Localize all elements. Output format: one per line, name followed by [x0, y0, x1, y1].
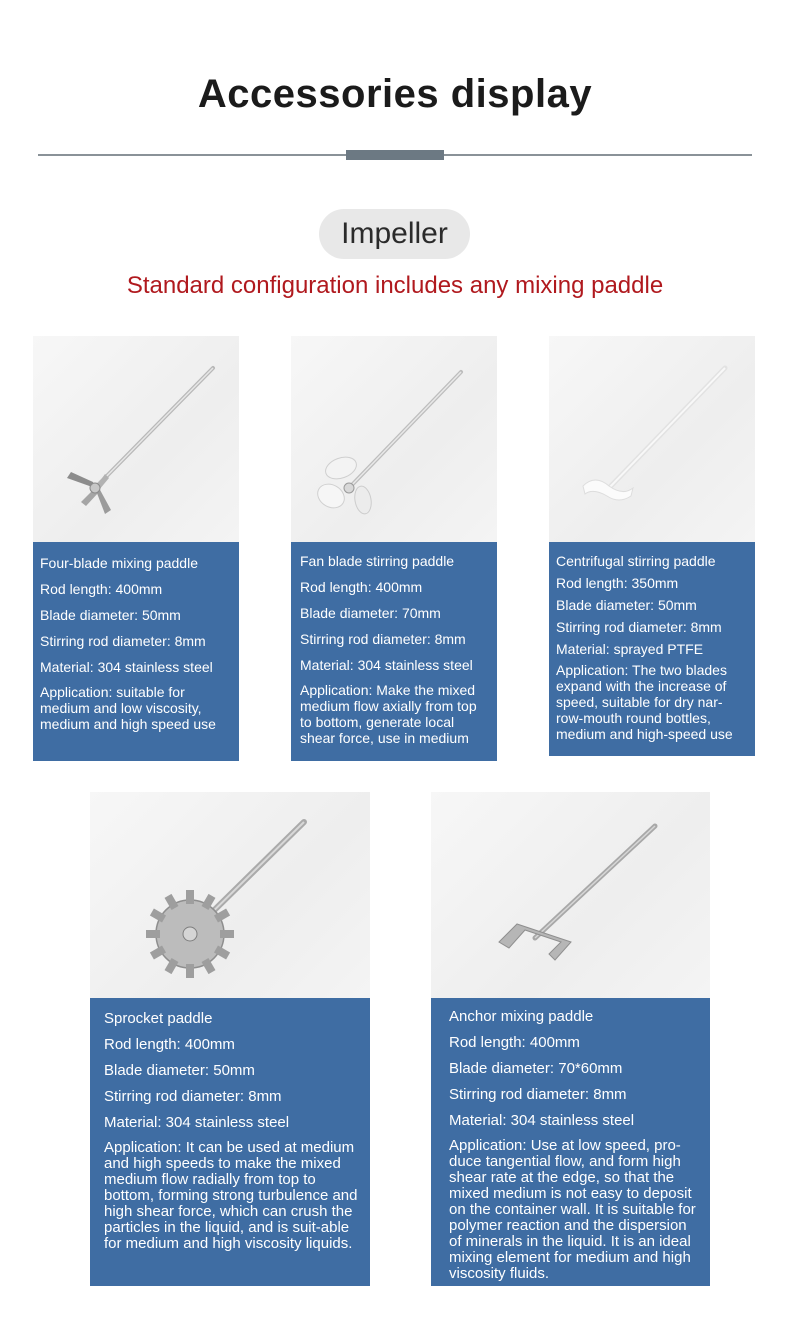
title-divider-accent — [346, 150, 444, 160]
product-photo — [33, 336, 239, 542]
rod-length: Rod length: 400mm — [449, 1034, 580, 1051]
material: Material: 304 stainless steel — [40, 659, 213, 675]
product-spec-panel — [549, 542, 755, 756]
stirring-rod-diameter: Stirring rod diameter: 8mm — [449, 1086, 627, 1103]
product-name: Sprocket paddle — [104, 1010, 213, 1027]
application: Application: The two blades expand with the increase of speed, suitable for dry nar-row-mouth round bottles, medium and high-speed use — [556, 662, 733, 742]
blade-diameter: Blade diameter: 70mm — [300, 605, 441, 621]
stirring-rod-diameter: Stirring rod diameter: 8mm — [300, 631, 466, 647]
product-card-anchor — [431, 792, 710, 1286]
material: Material: 304 stainless steel — [449, 1112, 635, 1129]
section-pill: Impeller — [319, 209, 470, 259]
blade-diameter: Blade diameter: 70*60mm — [449, 1060, 623, 1077]
blade-diameter: Blade diameter: 50mm — [40, 607, 181, 623]
rod-length: Rod length: 400mm — [300, 579, 423, 595]
product-card-centrifugal — [549, 336, 755, 756]
product-spec-panel — [90, 998, 370, 1286]
product-card-fan-blade — [291, 336, 497, 761]
product-name: Four-blade mixing paddle — [40, 555, 198, 571]
stirring-rod-diameter: Stirring rod diameter: 8mm — [40, 633, 206, 649]
product-name: Anchor mixing paddle — [449, 1008, 594, 1025]
rod-length: Rod length: 400mm — [40, 581, 163, 597]
material: Material: sprayed PTFE — [556, 641, 704, 657]
blade-diameter: Blade diameter: 50mm — [556, 597, 697, 613]
product-spec-panel — [291, 542, 497, 761]
anchor-paddle-image — [431, 792, 710, 998]
sprocket-paddle-image — [90, 792, 370, 998]
product-spec-panel — [33, 542, 239, 761]
application: Application: suitable for medium and low viscosity, medium and high speed use — [40, 684, 216, 732]
product-card-sprocket — [90, 792, 370, 1286]
application: Application: Use at low speed, pro-duce tangential flow, and form high shear rate at the edge, so that the mixed medium is not easy to deposit on the container wall. It is suitable for polymer reaction and the dispersion of minerals in the liquid. It is an ideal mixing element for medium and high viscosity fluids. — [449, 1137, 696, 1282]
product-card-four-blade — [33, 336, 239, 761]
centrifugal-paddle-image — [549, 336, 755, 542]
rod-length: Rod length: 350mm — [556, 575, 679, 591]
stirring-rod-diameter: Stirring rod diameter: 8mm — [556, 619, 722, 635]
product-name: Fan blade stirring paddle — [300, 553, 455, 569]
page-title: Accessories display — [197, 72, 593, 116]
product-photo — [431, 792, 710, 998]
section-subtitle: Standard configuration includes any mixing paddle — [126, 272, 664, 299]
application: Application: Make the mixed medium flow axially from top to bottom, generate local shear force, use in medium — [300, 682, 477, 746]
rod-length: Rod length: 400mm — [104, 1036, 235, 1053]
product-photo — [549, 336, 755, 542]
application: Application: It can be used at medium and high speeds to make the mixed medium flow radially from top to bottom, forming strong turbulence and high shear force, which can crush the particles in the liquid, and is suit-able for medium and high viscosity liquids. — [104, 1139, 358, 1252]
product-photo — [90, 792, 370, 998]
product-spec-panel — [431, 998, 710, 1286]
material: Material: 304 stainless steel — [104, 1114, 290, 1131]
product-name: Centrifugal stirring paddle — [556, 553, 716, 569]
fan-blade-paddle-image — [291, 336, 497, 542]
blade-diameter: Blade diameter: 50mm — [104, 1062, 255, 1079]
four-blade-paddle-image — [33, 336, 239, 542]
stirring-rod-diameter: Stirring rod diameter: 8mm — [104, 1088, 282, 1105]
material: Material: 304 stainless steel — [300, 657, 473, 673]
product-photo — [291, 336, 497, 542]
